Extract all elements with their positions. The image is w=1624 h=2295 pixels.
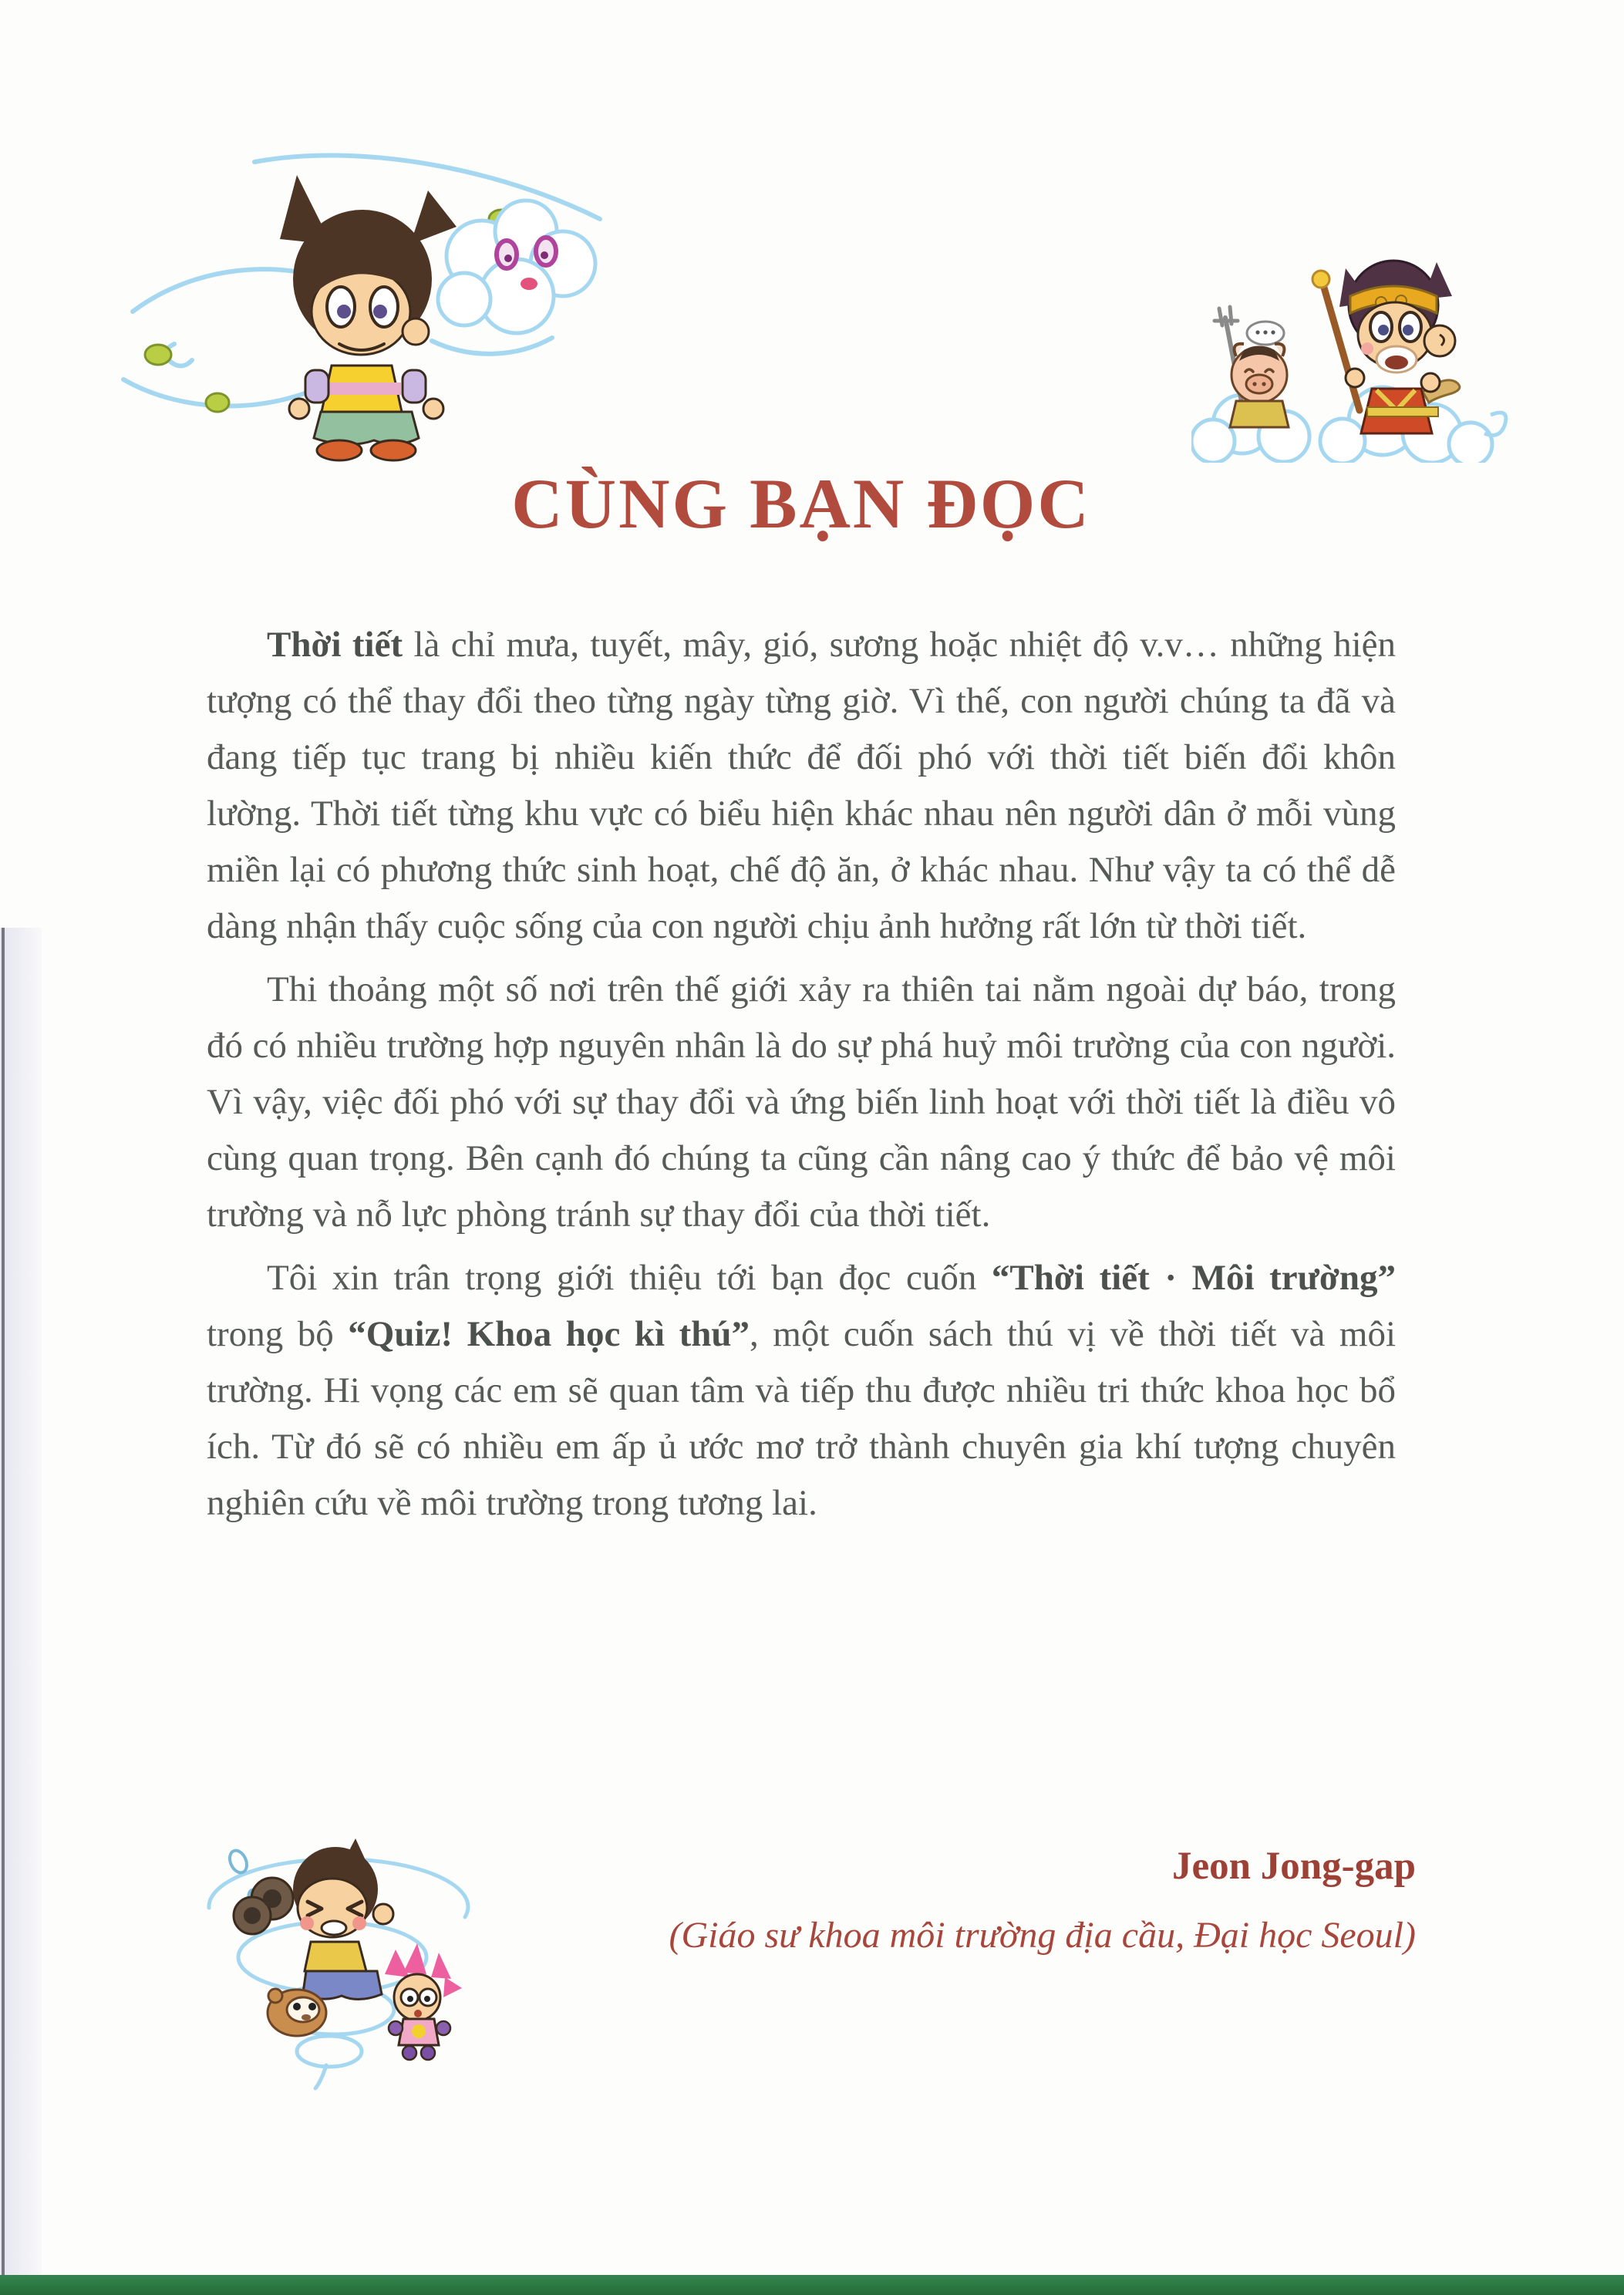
author-name: Jeon Jong-gap: [1172, 1845, 1416, 1888]
paragraph-3: [207, 1250, 1396, 1532]
doll-girl: [385, 1943, 462, 2060]
page-title: CÙNG BẠN ĐỌC: [511, 464, 1091, 543]
page-edge-line: [2, 928, 5, 2275]
text-run: Tôi xin trân trọng giới thiệu tới bạn đọc cuốn: [267, 1258, 992, 1298]
paragraph-1: [207, 617, 1396, 955]
tornado-boy-illustration: [181, 1834, 490, 2096]
text-run: “Quiz! Khoa học kì thú”: [348, 1314, 750, 1354]
text-run: trong bộ: [207, 1314, 349, 1354]
monkey-king-and-pig-illustration: [1191, 231, 1515, 463]
text-run: “Thời tiết · Môi trường”: [991, 1258, 1397, 1298]
monkey-king-character: [1312, 261, 1460, 433]
hamster: [268, 1989, 326, 2036]
author-affiliation: (Giáo sư khoa môi trường địa cầu, Đại học Seoul): [669, 1915, 1416, 1956]
paragraph-2: [207, 962, 1396, 1243]
footer-bar: [0, 2275, 1624, 2295]
text-run: Thời tiết: [267, 625, 403, 665]
text-run: , một cuốn sách thú vị về thời tiết và môi trường. Hi vọng các em sẽ quan tâm và tiếp thu được nhiều tri thức khoa học bổ ích. Từ đó sẽ có nhiều em ấp ủ ước mơ trở thành chuyên gia khí tượng chuyên nghiên cứu về môi trường trong tương lai.: [207, 1314, 1397, 1523]
page-edge-shadow: [0, 928, 42, 2275]
text-run: là chỉ mưa, tuyết, mây, gió, sương hoặc nhiệt độ v.v… những hiện tượng có thể thay đổi theo từng ngày từng giờ. Vì thế, con người chúng ta đã và đang tiếp tục trang bị nhiều kiến thức để đối phó với thời tiết biến đổi khôn lường. Thời tiết từng khu vực có biểu hiện khác nhau nên người dân ở mỗi vùng miền lại có phương thức sinh hoạt, chế độ ăn, ở khác nhau. Như vậy ta có thể dễ dàng nhận thấy cuộc sống của con người chịu ảnh hưởng rất lớn từ thời tiết.: [207, 625, 1396, 946]
boy-with-wind-and-cloud-ghost-illustration: [100, 148, 609, 472]
preface-text: [207, 617, 1396, 1538]
spinning-boy: [234, 1838, 393, 2000]
wind-boy: [280, 175, 457, 460]
cloud-ghost: [438, 201, 595, 333]
text-run: Thi thoảng một số nơi trên thế giới xảy ra thiên tai nằm ngoài dự báo, trong đó có nhiều trường hợp nguyên nhân là do sự phá huỷ môi trường của con người. Vì vậy, việc đối phó với sự thay đổi và ứng biến linh hoạt với thời tiết là điều vô cùng quan trọng. Bên cạnh đó chúng ta cũng cần nâng cao ý thức để bảo vệ môi trường và nỗ lực phòng tránh sự thay đổi của thời tiết.: [207, 969, 1396, 1235]
